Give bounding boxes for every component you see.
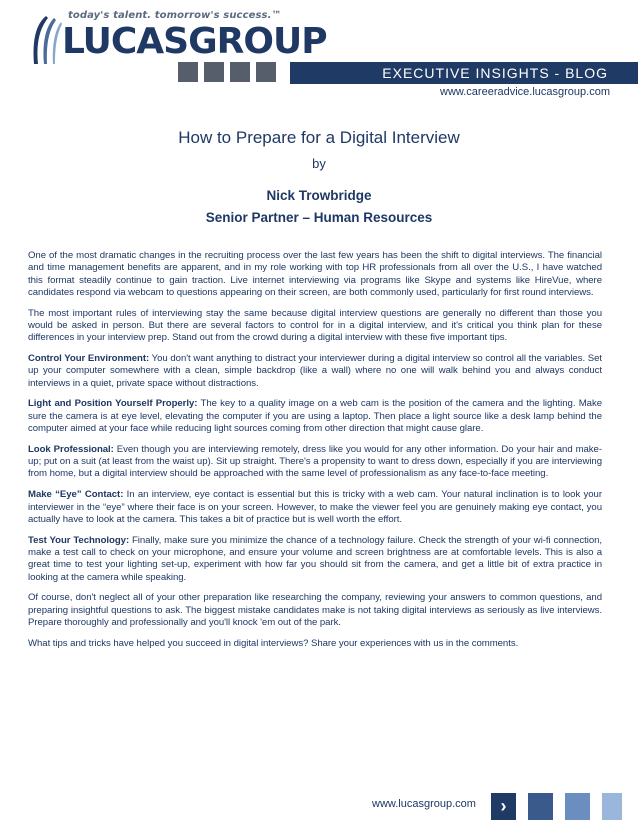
author-name: Nick Trowbridge: [266, 188, 372, 203]
tip-heading: Control Your Environment:: [28, 353, 150, 365]
header-square: [256, 62, 276, 82]
article-by: by: [312, 156, 326, 171]
header-square: [230, 62, 250, 82]
header-squares: [178, 62, 276, 82]
tip-paragraph: Make “Eye” Contact: In an interview, eye contact is essential but this is tricky with a web cam. Your natural inclination is to look your interviewer in the “eye” where their face is on your screen. However, to make the viewer feel you are genuinely making eye contact, you actually have to look at the camera. This takes a bit of practice but is well worth the effort.: [28, 489, 602, 525]
article-body: [28, 250, 602, 659]
blog-url-link[interactable]: www.careeradvice.lucasgroup.com: [440, 86, 610, 98]
paragraph: What tips and tricks have helped you succeed in digital interviews? Share your experiences with us in the comments.: [28, 637, 519, 649]
author-role: Senior Partner – Human Resources: [205, 210, 433, 225]
chevron-right-icon: ›: [491, 793, 516, 820]
logo-mark-icon: [24, 14, 64, 66]
header-square: [204, 62, 224, 82]
tip-paragraph: Light and Position Yourself Properly: The key to a quality image on a web cam is the position of the camera and the lighting. Make sure the camera is at eye level, elevating the computer if you are using a laptop. Then place a light source like a desk lamp behind the computer aimed at your face while reducing light sources coming from other direction that might cause glare.: [28, 398, 602, 435]
tip-paragraph: Look Professional: Even though you are interviewing remotely, dress like you would for any other information. Do your hair and make-up; put on a suit (at least from the waist up). Sit up straight. There's a propensity to want to dress down, especially if you are interviewing from home, but a digital interview should be approached with the same level of professionalism as any face-to-face meeting.: [28, 443, 602, 480]
blog-banner: EXECUTIVE INSIGHTS - BLOG: [290, 62, 638, 84]
tip-heading: Make “Eye” Contact:: [28, 489, 124, 501]
paragraph: Of course, don't neglect all of your other preparation like researching the company, reviewing your answers to common questions, and preparing insightful questions to ask. The biggest mistake candidates make is not taking digital interviews as seriously as live interviews. Prepare thoroughly and professionally and you'll knock 'em out of the park.: [28, 592, 602, 628]
footer-square: [602, 793, 622, 820]
paragraph: The most important rules of interviewing stay the same because digital interview questions are generally no different than those you would be asked in person. But there are several factors to control for in a digital interview, and it's critical you think plan for these differences in your interview prep. Stand out from the crowd during a digital interview with these five important tips.: [28, 307, 602, 344]
tip-heading: Light and Position Yourself Properly:: [28, 398, 198, 410]
tip-paragraph: Test Your Technology: Finally, make sure you minimize the chance of a technology failure. Check the strength of your wi-fi connection, make a test call to check on your microphone, and ensure your volume and screen brightness are at comfortable levels. This is also a great time to test your lighting set-up, experiment with how far you should sit from the camera, and get a little bit of extra practice in looking at the camera while speaking.: [28, 534, 603, 583]
tip-paragraph: Control Your Environment: You don't want anything to distract your interviewer during a digital interview so control all the variables. Set up your computer somewhere with a clean, simple backdrop (like a wall) where no one will walk behind you and always conduct interviews in a quiet, private space without distractions.: [28, 353, 603, 389]
logo-text: LUCASGROUP: [62, 21, 327, 62]
article-title: How to Prepare for a Digital Interview: [178, 128, 460, 147]
footer-square: [565, 793, 590, 820]
footer-url-link[interactable]: www.lucasgroup.com: [372, 798, 476, 810]
tip-heading: Test Your Technology:: [28, 534, 130, 546]
paragraph: One of the most dramatic changes in the recruiting process over the last few years has been the shift to digital interviews. The financial and time management benefits are apparent, and in my role working with top HR professionals from all over the U.S., I have watched this format steadily continue to gain traction. Live internet interviewing via programs like Skype and systems like HireVue, where candidates respond via webcam to questions appearing on their screen, are both commonly used, particularly for first round interviews.: [28, 250, 602, 298]
header-square: [178, 62, 198, 82]
tip-heading: Look Professional:: [28, 443, 114, 455]
tagline: today's talent. tomorrow's success.™: [68, 10, 282, 21]
footer-square: [528, 793, 553, 820]
